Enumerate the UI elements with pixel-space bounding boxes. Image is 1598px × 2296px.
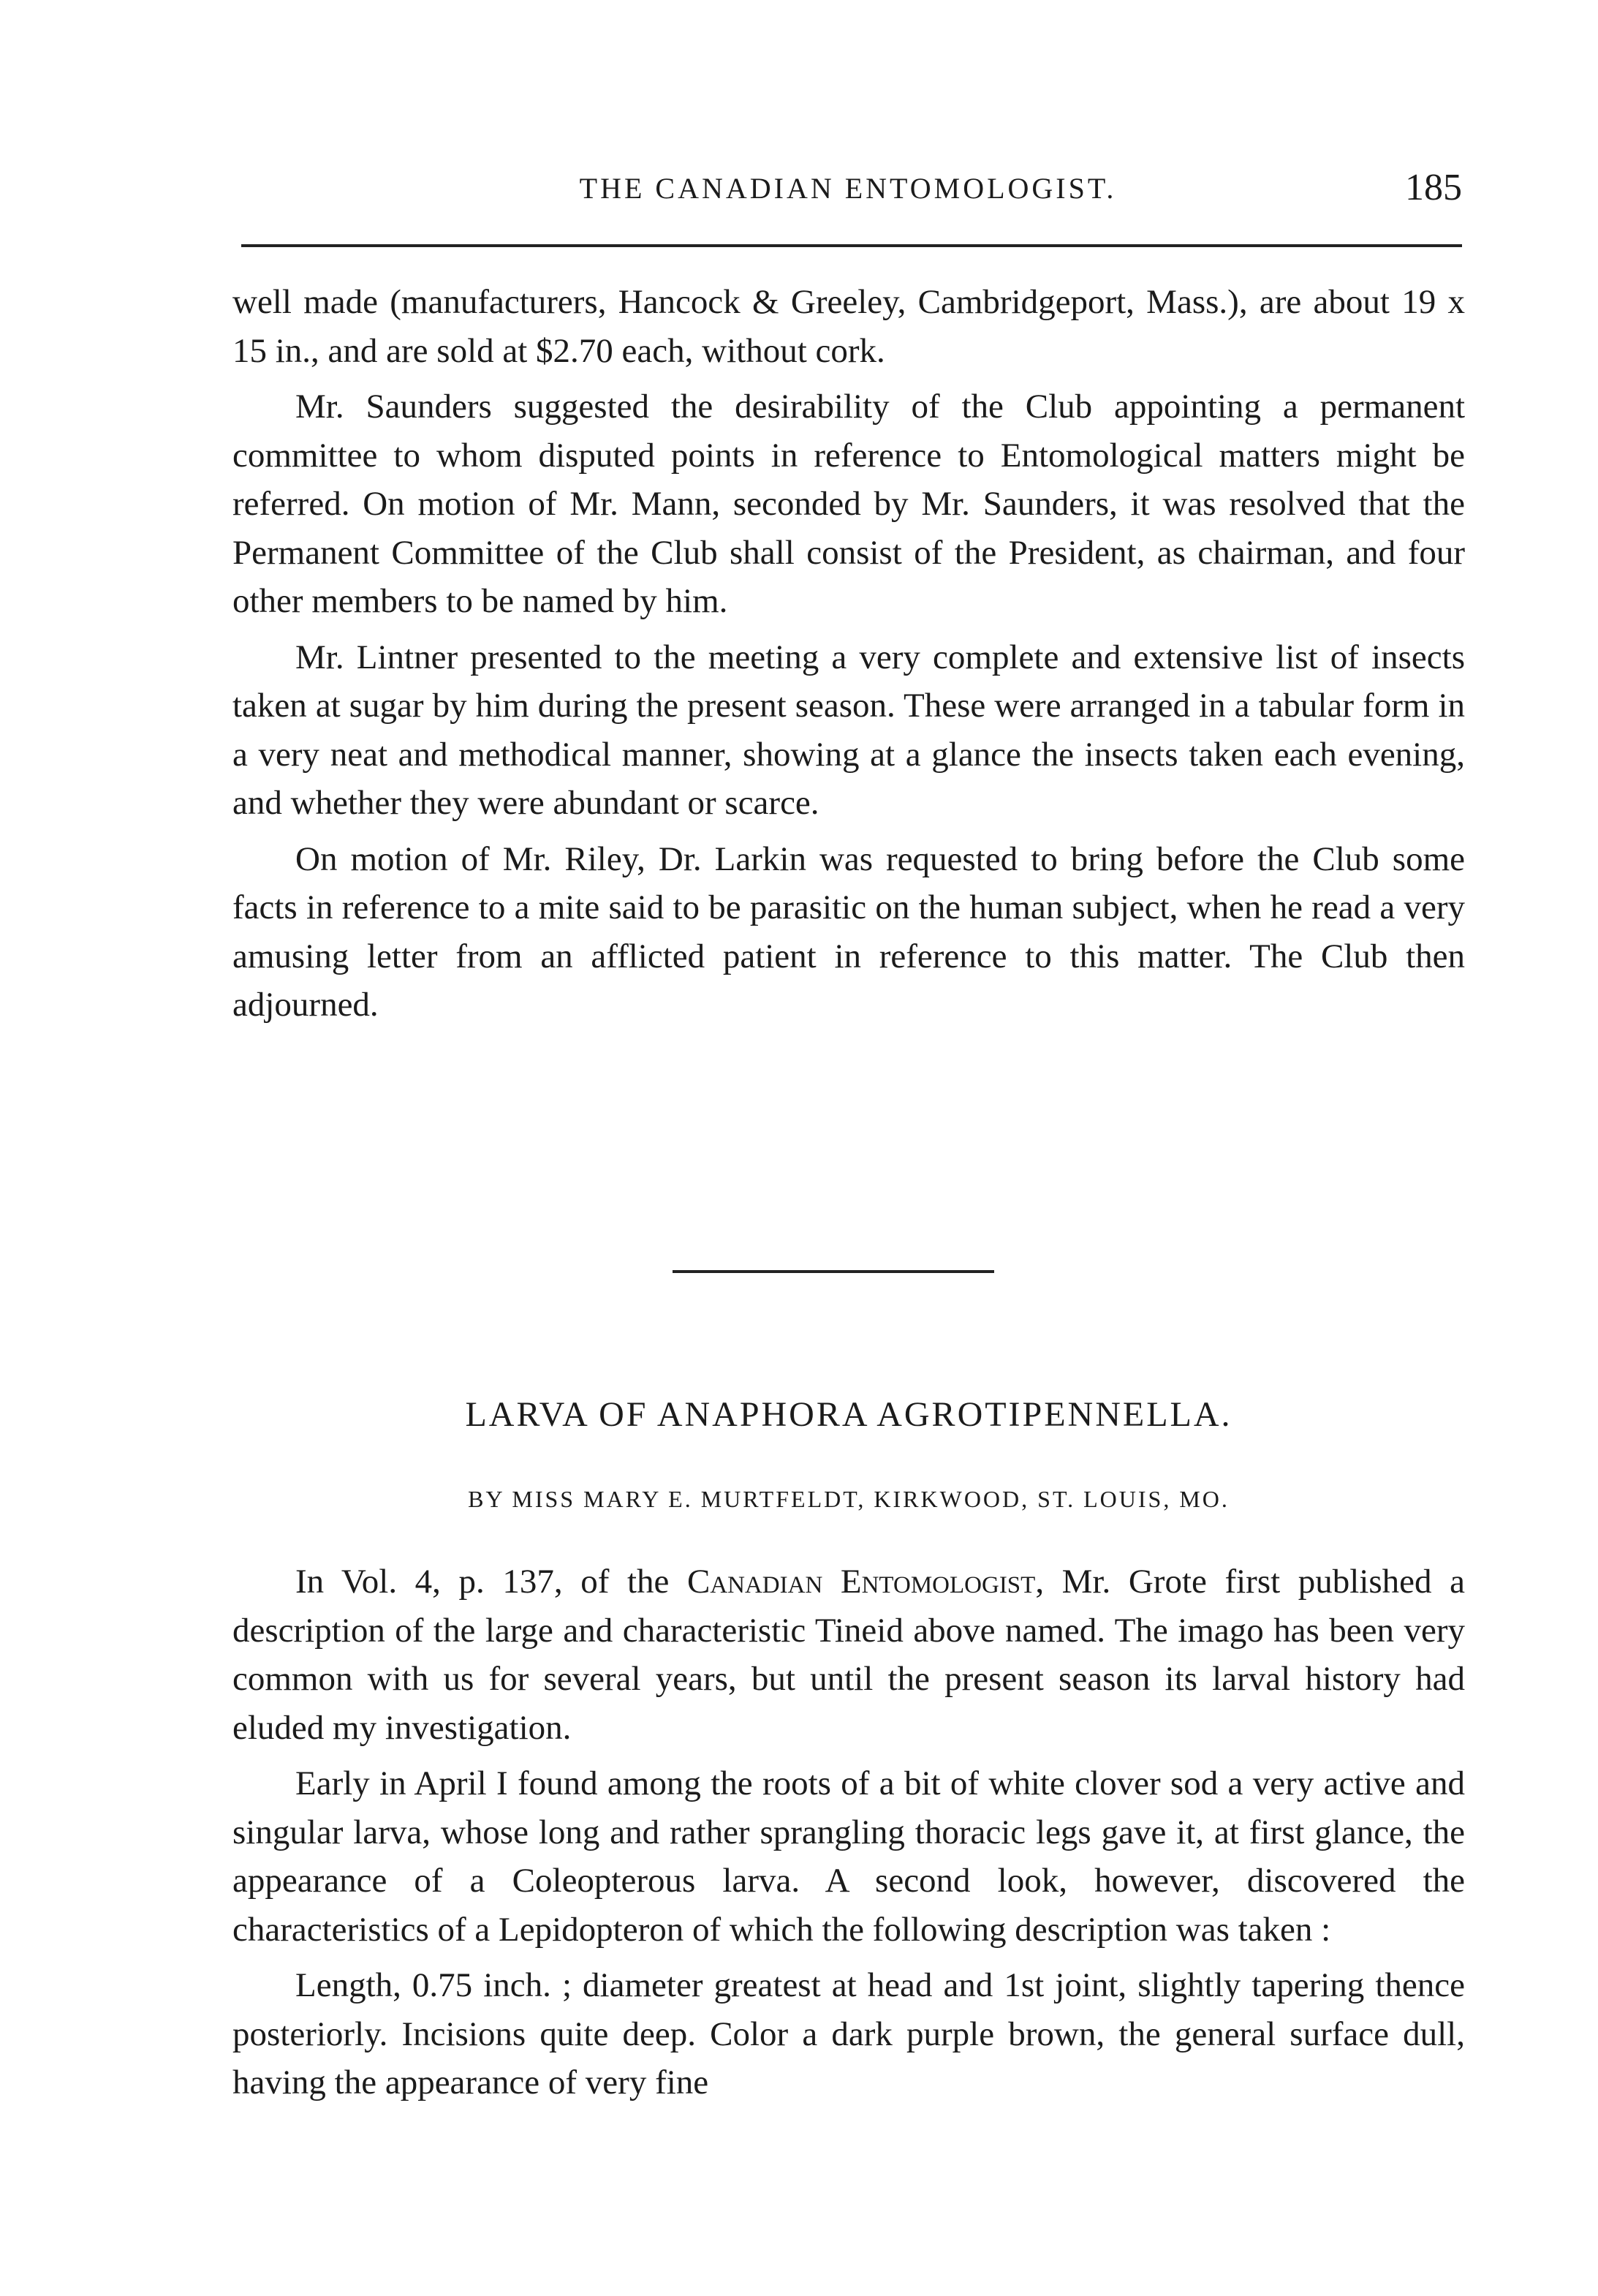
running-head (234, 167, 1462, 218)
paragraph (232, 1557, 1465, 1752)
article-body (232, 1557, 1465, 2107)
section-divider (673, 1270, 994, 1273)
article-title: LARVA OF ANAPHORA AGROTIPENNELLA. (465, 1395, 1232, 1434)
journal-name: Canadian Entomologist (686, 1563, 1036, 1601)
paragraph: Mr. Saunders suggested the desirability of the Club appointing a permanent committee to whom disputed points in reference to Entomological matters might be referred. On motion of Mr. Mann, seconded by Mr. Saunders, it was resolved that the Permanent Committee of the Club shall consist of the President, as chairman, and four other members to be named by him. (232, 388, 1465, 620)
paragraph: well made (manufacturers, Hancock & Greeley, Cambridgeport, Mass.), are about 19 x 15 in., and are sold at $2.70 each, without cork. (232, 283, 1465, 370)
article-byline: BY MISS MARY E. MURTFELDT, KIRKWOOD, ST. LOUIS, MO. (468, 1486, 1230, 1512)
text-run: In Vol. 4, p. 137, of the (295, 1563, 687, 1601)
continued-text (232, 278, 1465, 1030)
page-number: 185 (1405, 167, 1462, 208)
header-rule (241, 244, 1462, 247)
running-title: THE CANADIAN ENTOMOLOGIST. (579, 172, 1117, 205)
text-run: , Mr. Grote first published a description of the large and characteristic Tineid above named. The imago has been very common with us for several years, but until the present season its larval history had eluded my investigation. (232, 1563, 1465, 1747)
paragraph: Mr. Lintner presented to the meeting a very complete and extensive list of insects taken at sugar by him during the present season. These were arranged in a tabular form in a very neat and methodical manner, showing at a glance the insects taken each evening, and whether they were abundant or scarce. (232, 638, 1465, 822)
paragraph: On motion of Mr. Riley, Dr. Larkin was requested to bring before the Club some facts in reference to a mite said to be parasitic on the human subject, when he read a very amusing letter from an afflicted patient in reference to this matter. The Club then adjourned. (232, 839, 1465, 1024)
paragraph: Early in April I found among the roots of a bit of white clover sod a very active and singular larva, whose long and rather sprangling thoracic legs gave it, at first glance, the appearance of a Coleopterous larva. A second look, however, discovered the characteristics of a Lepidopteron of which the following description was taken : (232, 1764, 1465, 1949)
paragraph: Length, 0.75 inch. ; diameter greatest at head and 1st joint, slightly tapering thence posteriorly. Incisions quite deep. Color a dark purple brown, the general surface dull, having the appearance of very fine (232, 1966, 1465, 2101)
